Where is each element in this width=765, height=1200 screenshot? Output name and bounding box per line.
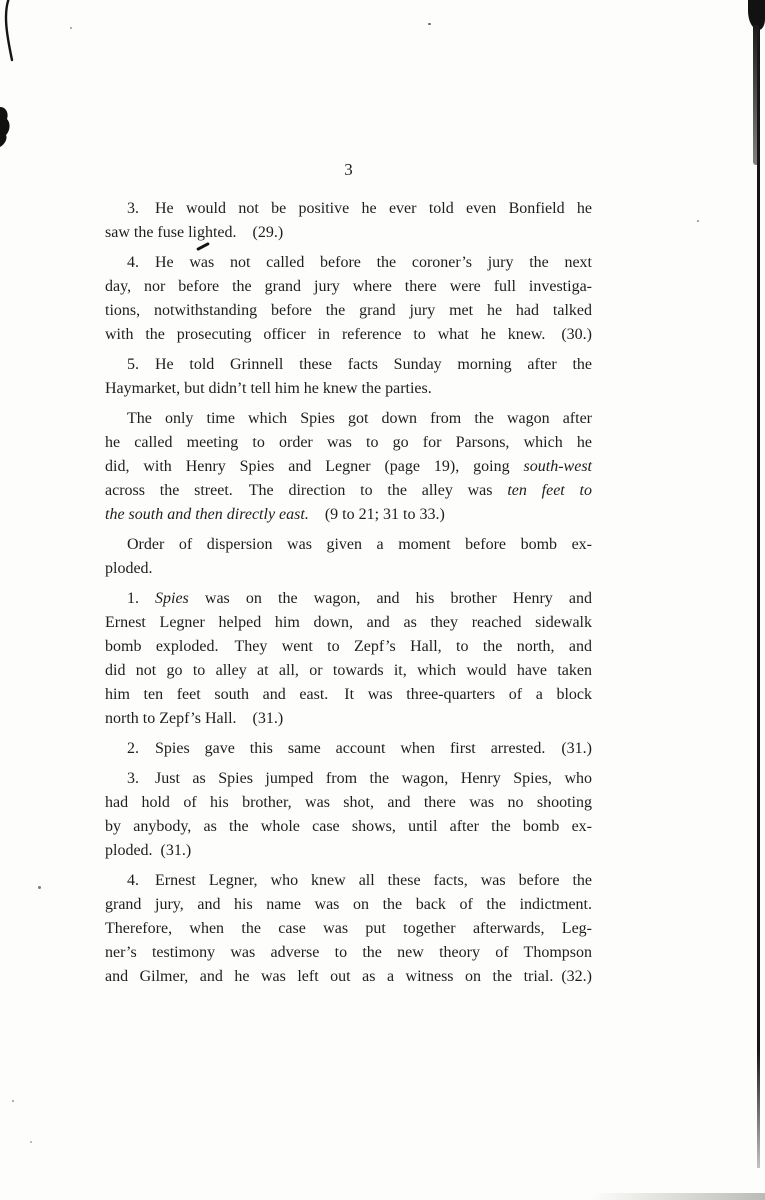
text-run: had hold of his brother, was shot, and there was no shooting [105,794,592,811]
text-run: did, with Henry Spies and Legner (page 19), going [105,458,524,475]
text-run: north to Zepf’s Hall. (31.) [105,710,284,727]
text-line [105,941,592,965]
text-line [105,353,592,377]
text-line [105,377,592,401]
text-line [105,251,592,275]
paragraph [105,869,592,989]
text-line [105,737,592,761]
text-line [105,917,592,941]
text-run: (9 to 21; 31 to 33.) [308,506,445,523]
text-run: Therefore, when the case was put together afterwards, Leg- [105,920,592,937]
scan-speck [12,1100,14,1102]
paragraph [105,533,592,581]
text-run: 3. Just as Spies jumped from the wagon, Henry Spies, who [127,770,592,787]
text-line [105,533,592,557]
text-line [105,323,592,347]
text-run: 1. [127,590,155,607]
italic-text-run: Spies [155,590,189,607]
text-line [105,611,592,635]
text-run: did not go to alley at all, or towards it, which would have taken [105,662,592,679]
text-run: 4. He was not called before the coroner’s jury the next [127,254,592,271]
text-run: and Gilmer, and he was left out as a witness on the trial. (32.) [105,968,592,985]
scan-speck [697,220,699,222]
text-run: with the prosecuting officer in reference to what he knew. (30.) [105,326,592,343]
text-column [105,197,592,995]
text-line [105,869,592,893]
paragraph [105,767,592,863]
text-line [105,299,592,323]
italic-text-run: ten feet to [507,482,593,499]
text-line [105,503,592,527]
text-run: was on the wagon, and his brother Henry and [188,590,592,607]
text-run: 5. He told Grinnell these facts Sunday morning after the [127,356,592,373]
text-run: by anybody, as the whole case shows, until after the bomb ex- [105,818,592,835]
text-run: Haymarket, but didn’t tell him he knew the parties. [105,380,432,397]
text-line [105,707,592,731]
text-line [105,431,592,455]
scan-speck [30,1141,32,1143]
text-line [105,557,592,581]
paragraph [105,251,592,347]
text-line [105,659,592,683]
text-run: Ernest Legner helped him down, and as they reached sidewalk [105,614,592,631]
text-run: day, nor before the grand jury where there were full investiga- [105,278,592,295]
scan-speck [70,27,72,29]
text-line [105,791,592,815]
text-run: him ten feet south and east. It was three-quarters of a block [105,686,592,703]
text-run: Order of dispersion was given a moment before bomb ex- [127,536,592,553]
text-line [105,275,592,299]
text-line [105,965,592,989]
text-run: bomb exploded. They went to Zepf’s Hall, to the north, and [105,638,592,655]
text-line [105,221,592,245]
ink-blot-left-edge [0,103,14,153]
text-run: ner’s testimony was adverse to the new theory of Thompson [105,944,592,961]
scan-speck [428,23,431,25]
scan-speck [38,886,41,889]
text-run: 2. Spies gave this same account when first arrested. (31.) [127,740,592,757]
text-run: he called meeting to order was to go for Parsons, which he [105,434,592,451]
text-line [105,407,592,431]
text-run: tions, notwithstanding before the grand jury met he had talked [105,302,592,319]
text-line [105,839,592,863]
text-line [105,587,592,611]
paragraph [105,737,592,761]
text-run: ploded. [105,560,153,577]
scan-edge-line-right [757,0,760,1168]
text-line [105,455,592,479]
text-run: The only time which Spies got down from the wagon after [127,410,592,427]
text-run: ploded. (31.) [105,842,192,859]
text-line [105,683,592,707]
text-line [105,635,592,659]
text-line [105,479,592,503]
text-line [105,893,592,917]
text-line [105,767,592,791]
italic-text-run: the south and then directly east. [105,506,309,523]
italic-text-run: south-west [523,458,592,475]
text-line [105,197,592,221]
bottom-edge-shade [590,1193,765,1200]
text-line [105,815,592,839]
paragraph [105,407,592,527]
text-run: grand jury, and his name was on the back of the indictment. [105,896,592,913]
text-run: 4. Ernest Legner, who knew all these facts, was before the [127,872,592,889]
text-run: across the street. The direction to the alley was [105,482,508,499]
scan-edge-strip-top-right [753,25,759,165]
text-run: saw the fuse lighted. (29.) [105,224,284,241]
paragraph [105,197,592,245]
text-run: 3. He would not be positive he ever told even Bonfield he [127,200,592,217]
scan-bracket-mark-top-left [0,0,20,70]
paragraph [105,587,592,731]
page-number: 3 [344,160,353,179]
paragraph [105,353,592,401]
